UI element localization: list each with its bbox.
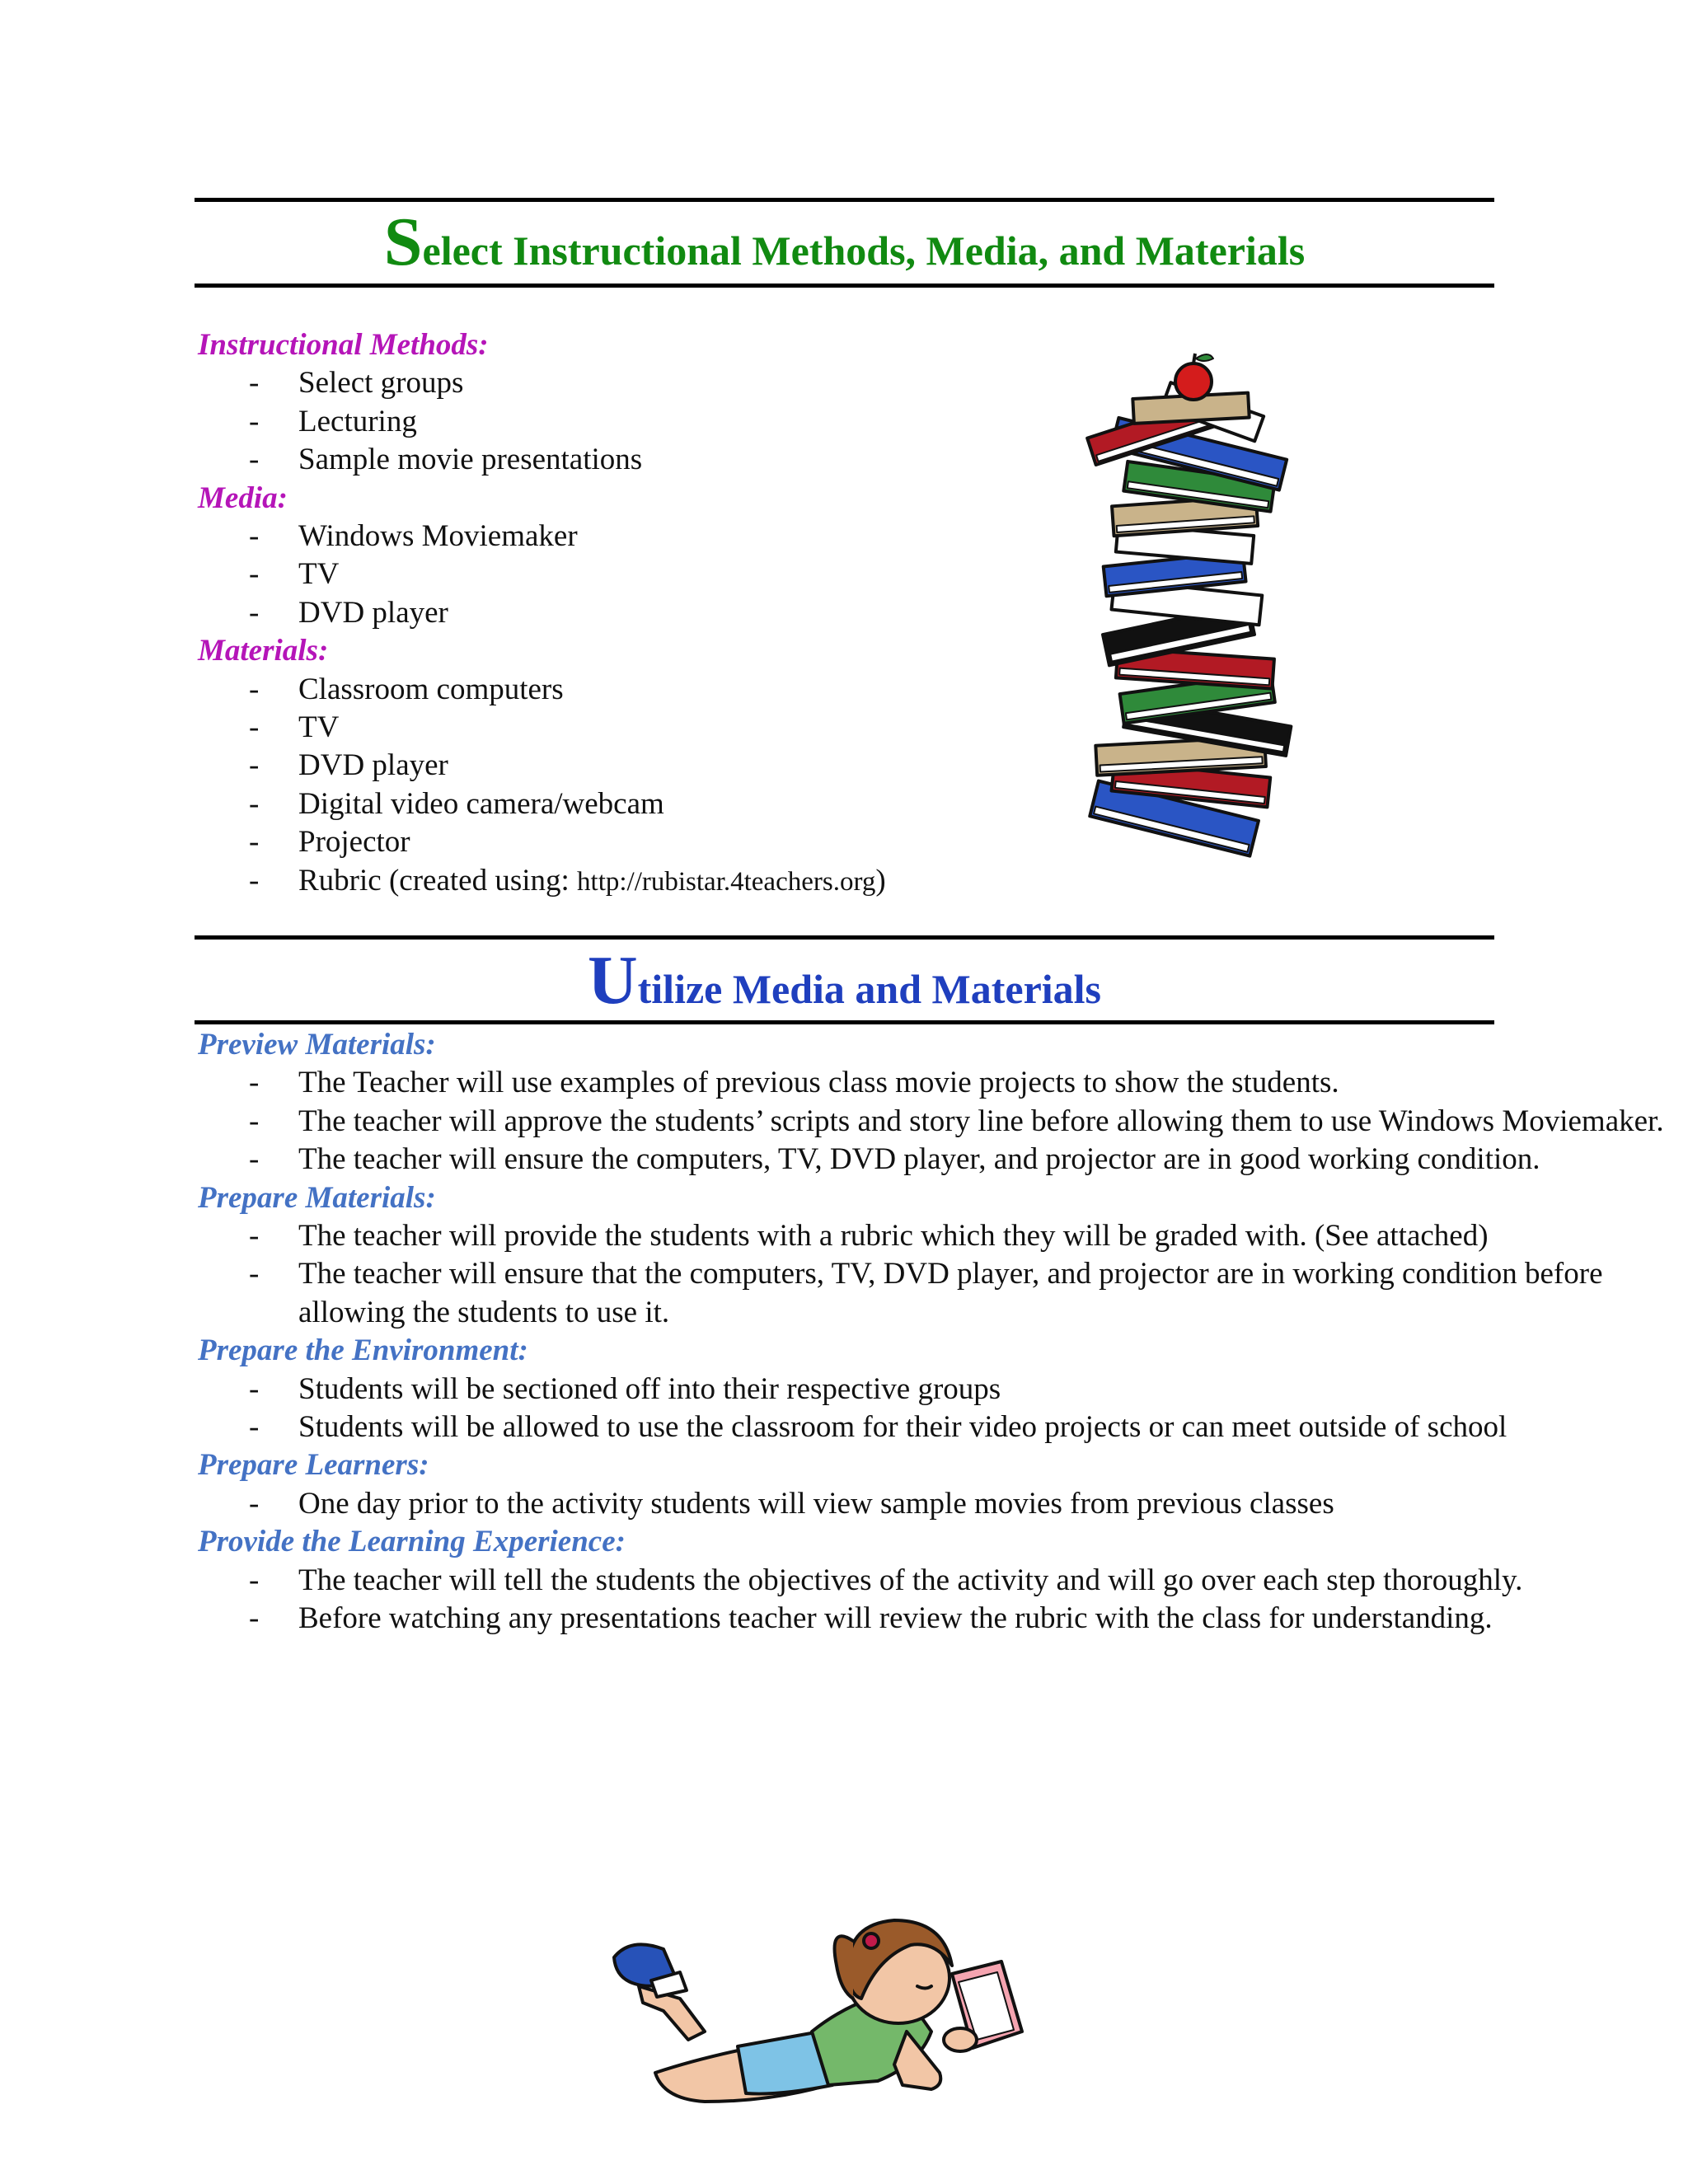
section2-title — [195, 942, 1494, 1019]
list-item: - Sample movie presentations — [249, 443, 643, 477]
list-item: - The teacher will tell the students the objectives of the activity and will go over each step thoroughly. — [249, 1563, 1523, 1597]
section1-body — [198, 326, 886, 901]
list-item: - The teacher will ensure the computers, TV, DVD player, and projector are in good working condition. — [249, 1142, 1540, 1177]
list-item: - Projector — [249, 825, 410, 860]
list-item: - DVD player — [249, 595, 448, 630]
section2-title-text: tilize Media and Materials — [637, 966, 1102, 1012]
list-item: - TV — [249, 710, 340, 745]
list-item: - Lecturing — [249, 404, 417, 438]
section2-title-initial: U — [587, 942, 638, 1019]
list-item: - The teacher will approve the students’ scripts and story line before allowing them to use Windows Moviemaker. — [249, 1104, 1664, 1138]
group-label-materials: Materials: — [198, 634, 329, 668]
list-item: - DVD player — [249, 748, 448, 783]
list-item: - One day prior to the activity students will view sample movies from previous classes — [249, 1486, 1334, 1521]
list-item: - The teacher will ensure that the computers, TV, DVD player, and projector are in working condition before allowing the students to use it. — [249, 1257, 1603, 1329]
list-item: - Digital video camera/webcam — [249, 786, 664, 821]
group-label-media: Media: — [198, 480, 288, 515]
group-label-learning-experience: Provide the Learning Experience: — [198, 1525, 626, 1559]
book-stack-illustration — [1080, 350, 1319, 865]
section1-title-underline — [195, 284, 1494, 288]
list-item: - TV — [249, 557, 340, 592]
rubric-link[interactable]: http://rubistar.4teachers.org — [577, 866, 876, 897]
list-item: - The teacher will provide the students with a rubric which they will be graded with. (See attached) — [249, 1219, 1489, 1254]
list-item: - The Teacher will use examples of previous class movie projects to show the students. — [249, 1066, 1339, 1100]
list-item-rubric: - Rubric (created using: http://rubistar.4teachers.org) — [249, 863, 886, 898]
list-item: - Before watching any presentations teacher will review the rubric with the class for understanding. — [249, 1601, 1493, 1636]
section2-top-rule — [195, 935, 1494, 940]
list-item: - Select groups — [249, 366, 464, 401]
group-label-prepare-learners: Prepare Learners: — [198, 1448, 429, 1483]
section2-title-underline — [195, 1020, 1494, 1024]
reading-girl-illustration — [606, 1908, 1084, 2130]
group-label-instructional-methods: Instructional Methods: — [198, 328, 489, 362]
list-item: - Students will be allowed to use the classroom for their video projects or can meet outside of school — [249, 1410, 1507, 1445]
group-label-preview-materials: Preview Materials: — [198, 1028, 436, 1062]
list-item: - Windows Moviemaker — [249, 519, 578, 554]
group-label-prepare-environment: Prepare the Environment: — [198, 1333, 528, 1368]
section1-title-text: elect Instructional Methods, Media, and Materials — [422, 227, 1306, 274]
section1-title-initial: S — [383, 204, 423, 280]
section1-title — [195, 204, 1494, 280]
list-item: - Classroom computers — [249, 672, 564, 706]
list-item: - Students will be sectioned off into their respective groups — [249, 1371, 1001, 1406]
top-rule — [195, 198, 1494, 202]
group-label-prepare-materials: Prepare Materials: — [198, 1180, 436, 1215]
section2-body — [198, 1026, 1683, 1638]
